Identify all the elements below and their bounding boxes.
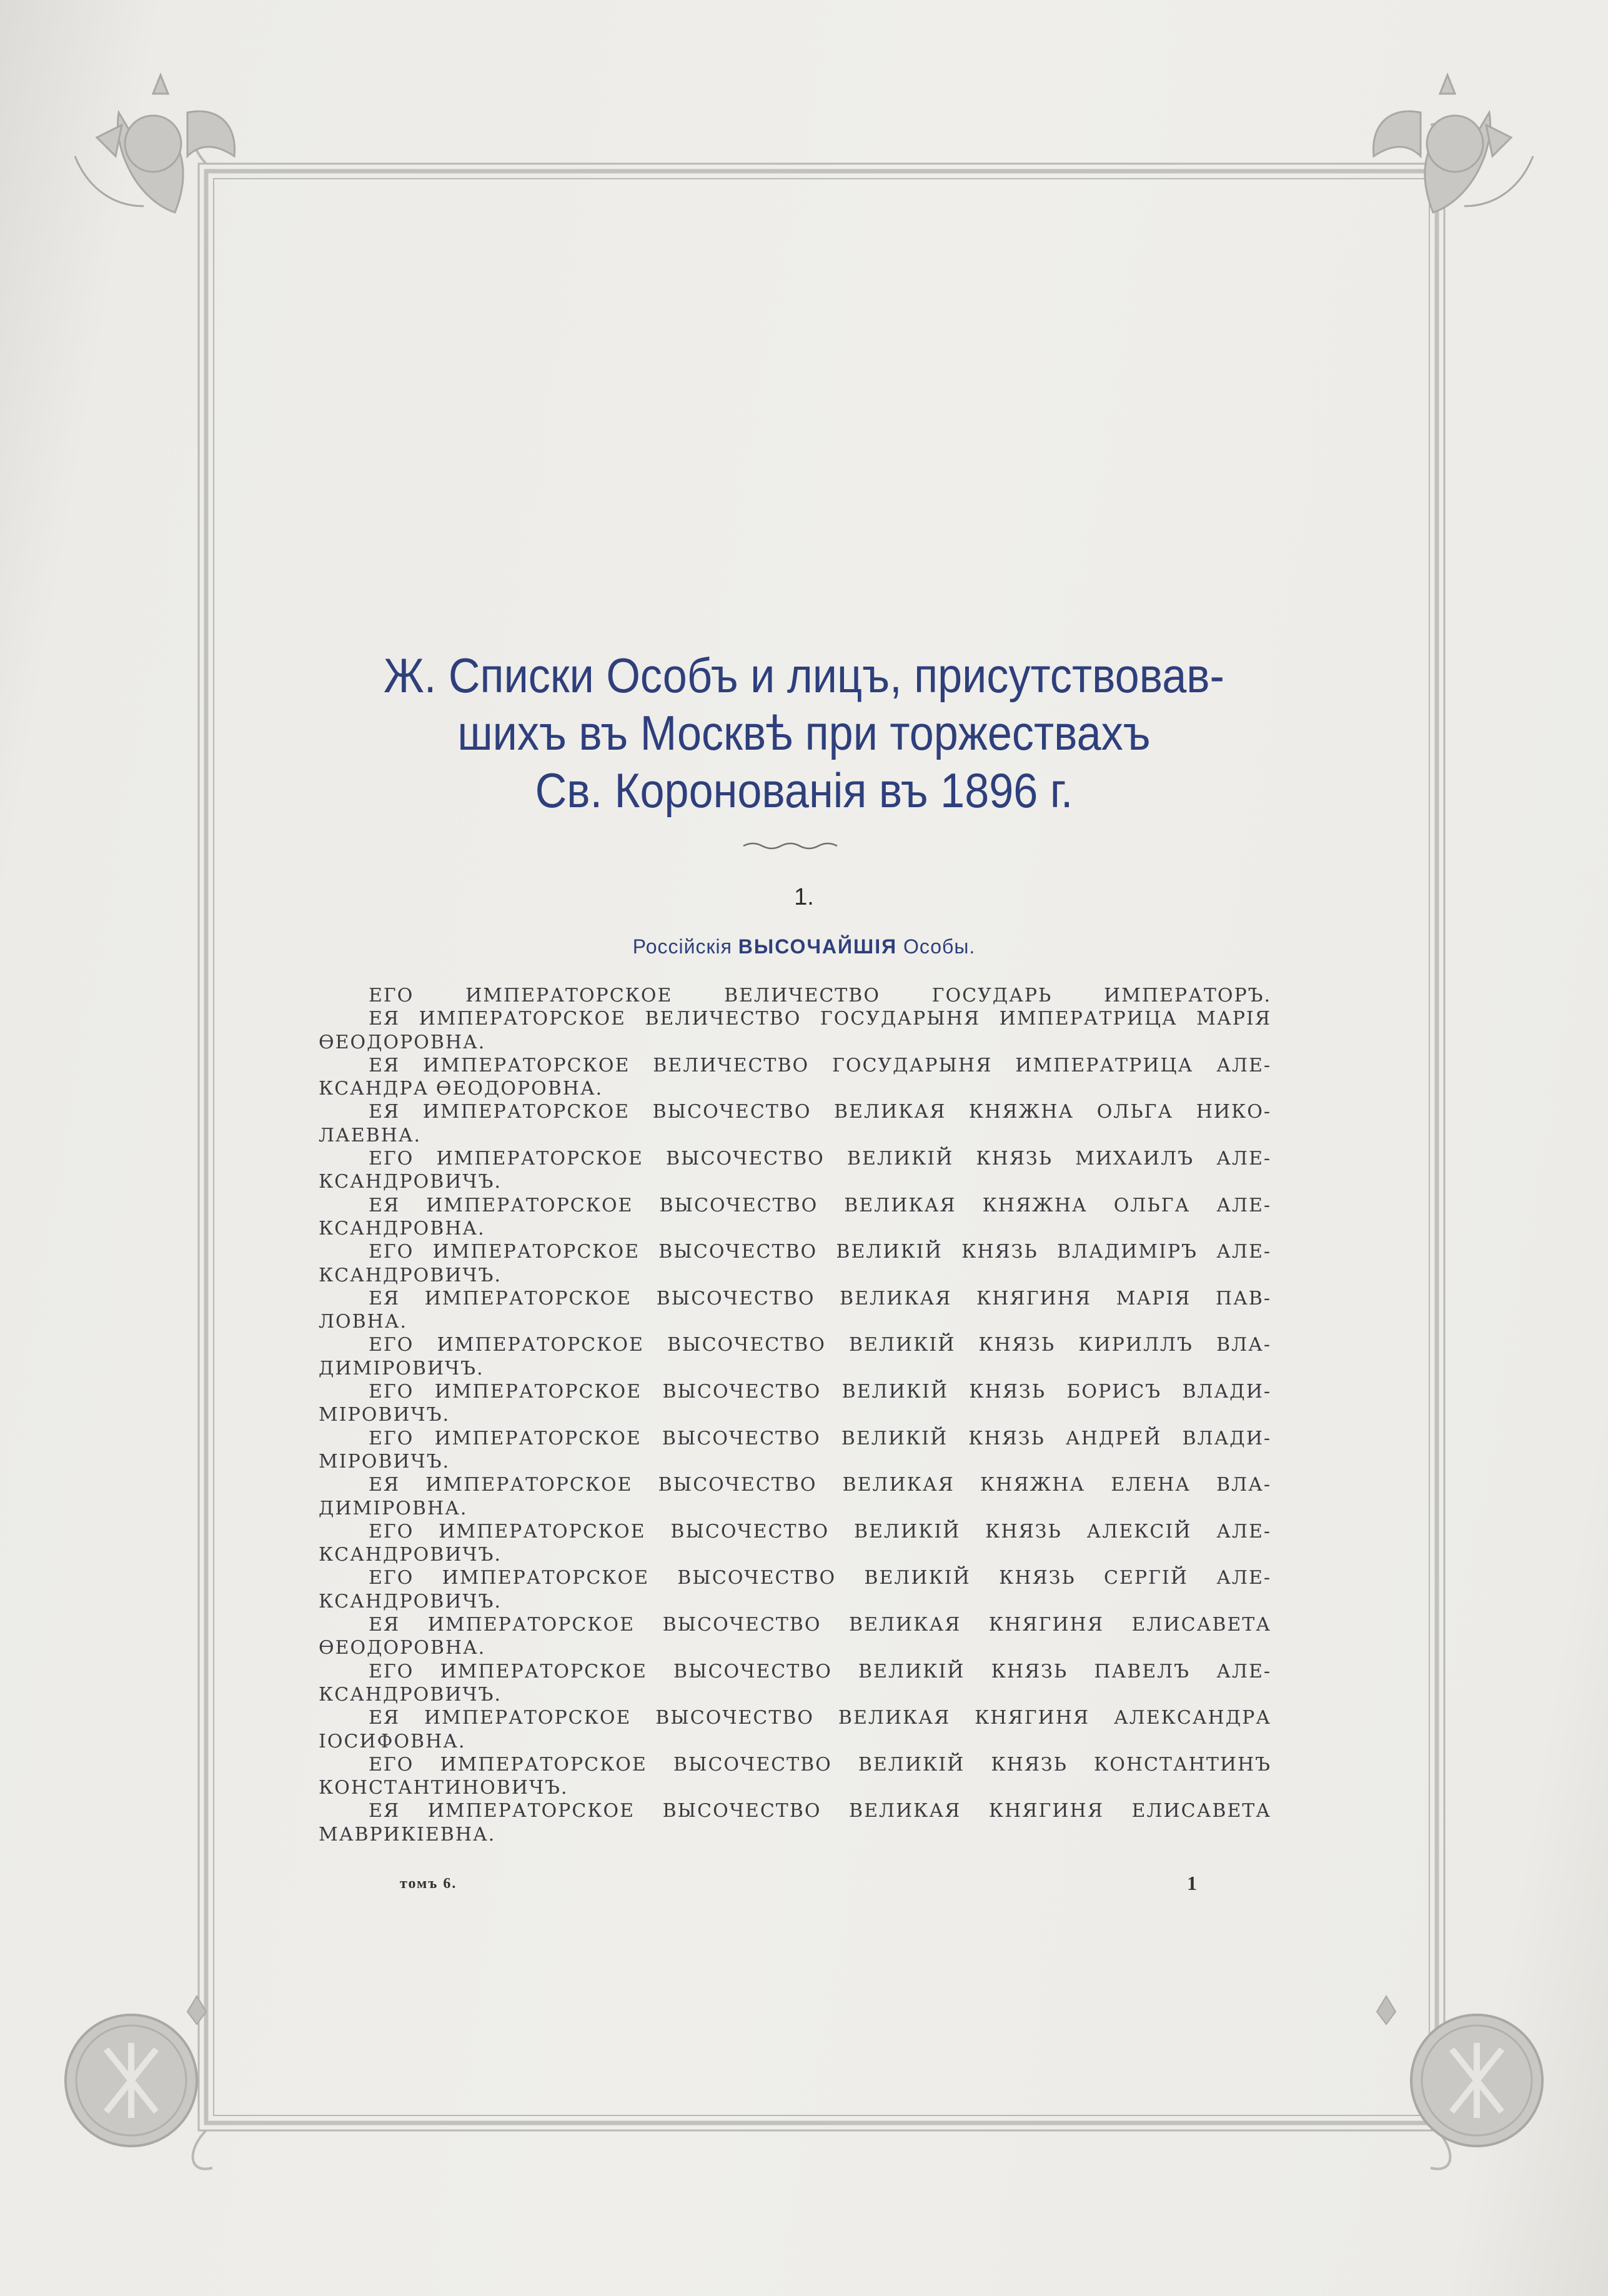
title-line-1: Ж. Списки Особъ и лицъ, присутствовав- (384, 648, 1224, 703)
list-item: ЕЯ ИМПЕРАТОРСКОЕ ВЕЛИЧЕСТВО ГОСУДАРЫНЯ ИМПЕРАТРИЦА МАРІЯ ѲЕОДОРОВНА. (319, 1008, 1271, 1053)
list-item: ЕЯ ИМПЕРАТОРСКОЕ ВЫСОЧЕСТВО ВЕЛИКАЯ КНЯЖНА ОЛЬГА НИКО- ЛАЕВНА. (319, 1101, 1271, 1146)
list-item: ЕГО ИМПЕРАТОРСКОЕ ВЫСОЧЕСТВО ВЕЛИКІЙ КНЯЗЬ ВЛАДИМІРЪ АЛЕ- КСАНДРОВИЧЪ. (319, 1241, 1271, 1286)
title-divider-swash (740, 840, 846, 852)
page-number: 1 (1187, 1872, 1197, 1894)
list-item: ЕЯ ИМПЕРАТОРСКОЕ ВЫСОЧЕСТВО ВЕЛИКАЯ КНЯЖНА ОЛЬГА АЛЕ- КСАНДРОВНА. (319, 1194, 1271, 1240)
list-item: ЕГО ИМПЕРАТОРСКОЕ ВЫСОЧЕСТВО ВЕЛИКІЙ КНЯЗЬ АЛЕКСІЙ АЛЕ- КСАНДРОВИЧЪ. (319, 1520, 1271, 1566)
list-item: ЕГО ИМПЕРАТОРСКОЕ ВЫСОЧЕСТВО ВЕЛИКІЙ КНЯЗЬ КИРИЛЛЪ ВЛА- ДИМІРОВИЧЪ. (319, 1334, 1271, 1379)
list-item: ЕЯ ИМПЕРАТОРСКОЕ ВЫСОЧЕСТВО ВЕЛИКАЯ КНЯГИНЯ ЕЛИСАВЕТА МАВРИКІЕВНА. (319, 1800, 1271, 1846)
list-item: ЕГО ИМПЕРАТОРСКОЕ ВЫСОЧЕСТВО ВЕЛИКІЙ КНЯЗЬ ПАВЕЛЪ АЛЕ- КСАНДРОВИЧЪ. (319, 1660, 1271, 1706)
section-heading-caps: ВЫСОЧАЙШІЯ (738, 935, 898, 958)
list-item: ЕЯ ИМПЕРАТОРСКОЕ ВЕЛИЧЕСТВО ГОСУДАРЫНЯ ИМПЕРАТРИЦА АЛЕ- КСАНДРА ѲЕОДОРОВНА. (319, 1054, 1271, 1100)
list-item: ЕГО ИМПЕРАТОРСКОЕ ВЫСОЧЕСТВО ВЕЛИКІЙ КНЯЗЬ СЕРГІЙ АЛЕ- КСАНДРОВИЧЪ. (319, 1567, 1271, 1613)
persons-list (319, 984, 1271, 1846)
monogram-medallion-bottom-left (66, 1996, 206, 2146)
page-title (249, 647, 1359, 819)
section-heading-pre: Россійскія (632, 935, 732, 958)
volume-label: томъ 6. (400, 1876, 457, 1892)
title-line-2: шихъ въ Москвѣ при торжествахъ (457, 705, 1151, 760)
list-item: ЕГО ИМПЕРАТОРСКОЕ ВЕЛИЧЕСТВО ГОСУДАРЬ ИМПЕРАТОРЪ. (369, 985, 1271, 1006)
section-heading (0, 935, 1608, 958)
eagle-ornament-top-right (1373, 75, 1533, 212)
list-item: ЕГО ИМПЕРАТОРСКОЕ ВЫСОЧЕСТВО ВЕЛИКІЙ КНЯЗЬ АНДРЕЙ ВЛАДИ- МІРОВИЧЪ. (319, 1427, 1271, 1473)
list-item: ЕГО ИМПЕРАТОРСКОЕ ВЫСОЧЕСТВО ВЕЛИКІЙ КНЯЗЬ КОНСТАНТИНЪ КОНСТАНТИНОВИЧЪ. (319, 1753, 1271, 1799)
list-item: ЕГО ИМПЕРАТОРСКОЕ ВЫСОЧЕСТВО ВЕЛИКІЙ КНЯЗЬ МИХАИЛЪ АЛЕ- КСАНДРОВИЧЪ. (319, 1148, 1271, 1193)
section-number: 1. (794, 884, 814, 910)
section-heading-post: Особы. (903, 935, 976, 958)
title-line-3: Св. Коронованія въ 1896 г. (535, 763, 1073, 818)
list-item: ЕЯ ИМПЕРАТОРСКОЕ ВЫСОЧЕСТВО ВЕЛИКАЯ КНЯГИНЯ АЛЕКСАНДРА ІОСИФОВНА. (319, 1707, 1271, 1752)
list-item: ЕЯ ИМПЕРАТОРСКОЕ ВЫСОЧЕСТВО ВЕЛИКАЯ КНЯГИНЯ ЕЛИСАВЕТА ѲЕОДОРОВНА. (319, 1614, 1271, 1659)
list-item: ЕЯ ИМПЕРАТОРСКОЕ ВЫСОЧЕСТВО ВЕЛИКАЯ КНЯЖНА ЕЛЕНА ВЛА- ДИМІРОВНА. (319, 1474, 1271, 1519)
eagle-ornament-top-left (75, 75, 235, 212)
list-item: ЕГО ИМПЕРАТОРСКОЕ ВЫСОЧЕСТВО ВЕЛИКІЙ КНЯЗЬ БОРИСЪ ВЛАДИ- МІРОВИЧЪ. (319, 1381, 1271, 1426)
list-item: ЕЯ ИМПЕРАТОРСКОЕ ВЫСОЧЕСТВО ВЕЛИКАЯ КНЯГИНЯ МАРІЯ ПАВ- ЛОВНА. (319, 1287, 1271, 1333)
